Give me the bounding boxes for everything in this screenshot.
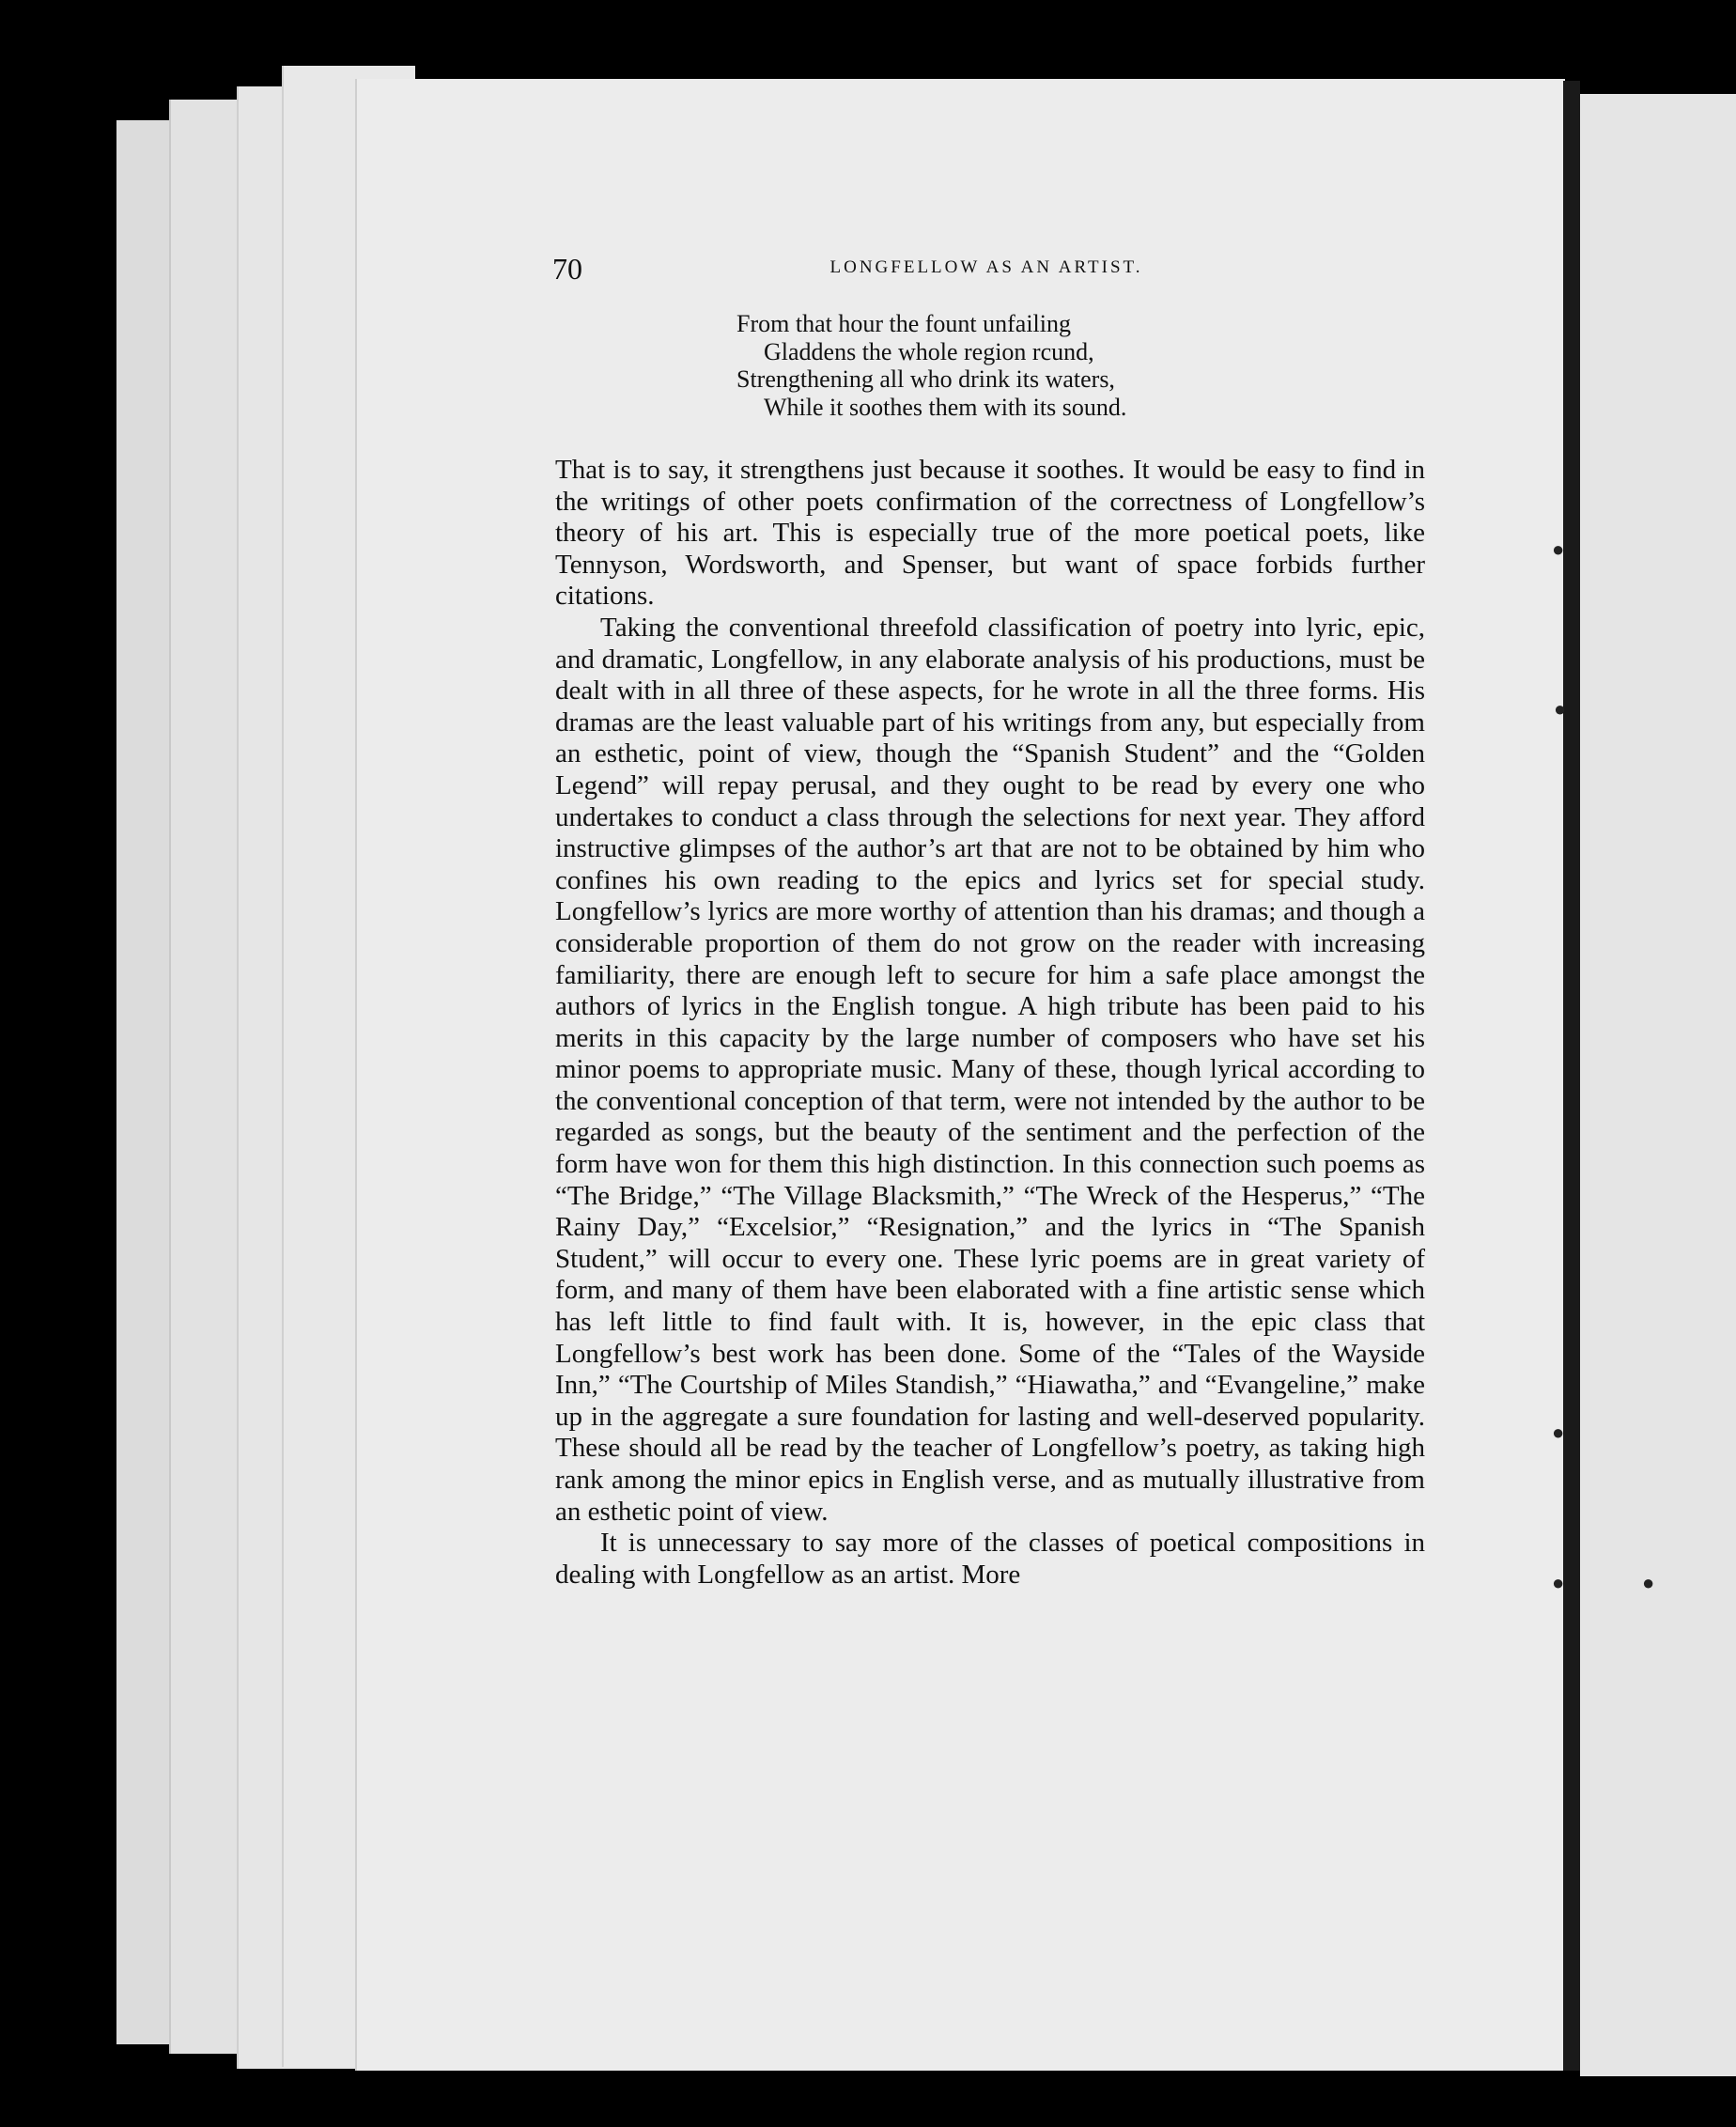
- paragraph: That is to say, it strengthens just because it soothes. It would be easy to find in the writings of other poets confirmation of the correctness of Longfellow’s theory of his art. This is especially true of the more poetical poets, like Tennyson, Wordsworth, and Spenser, but want of space forbids further citations.: [555, 455, 1425, 612]
- binding-stitch-mark: ●: [1642, 1571, 1655, 1594]
- binding-stitch-mark: ●: [1554, 697, 1567, 721]
- paragraph: Taking the conventional threefold classification of poetry into lyric, epic, and dramatic, Longfellow, in any elaborate analysis of his productions, must be dealt with in all three of these aspects, for he wrote in all the three forms. His dramas are the least valuable part of his writings from any, but especially from an esthetic, point of view, though the “Spanish Student” and the “Golden Legend” will repay perusal, and they ought to be read by every one who undertakes to conduct a class through the selections for next year. They afford instructive glimpses of the author’s art that are not to be obtained by him who confines his own reading to the epics and lyrics set for special study. Longfellow’s lyrics are more worthy of attention than his dramas; and though a considerable proportion of them do not grow on the reader with increasing familiarity, there are enough left to secure for him a safe place amongst the authors of lyrics in the English tongue. A high tribute has been paid to his merits in this capacity by the large number of composers who have set his minor poems to appropriate music. Many of these, though lyrical according to the conventional conception of that term, were not intended by the author to be regarded as songs, but the beauty of the sentiment and the perfection of the form have won for them this high distinction. In this connection such poems as “The Bridge,” “The Village Blacksmith,” “The Wreck of the Hesperus,” “The Rainy Day,” “Excelsior,” “Resignation,” and the lyrics in “The Spanish Student,” will occur to every one. These lyric poems are in great variety of form, and many of them have been elaborated with a fine artistic sense which has left little to find fault with. It is, however, in the epic class that Longfellow’s best work has been done. Some of the “Tales of the Wayside Inn,” “The Courtship of Miles Standish,” “Hiawatha,” and “Evangeline,” make up in the aggregate a sure foundation for lasting and well-deserved popularity. These should all be read by the teacher of Longfellow’s poetry, as taking high rank among the minor epics in English verse, and as mutually illustrative from an esthetic point of view.: [555, 612, 1425, 1527]
- binding-stitch-mark: ●: [1552, 1571, 1565, 1594]
- poem-line: Strengthening all who drink its waters,: [736, 365, 1115, 393]
- page-header: [552, 252, 1420, 289]
- binding-stitch-mark: ●: [1552, 1421, 1565, 1444]
- binding-gutter: [1563, 81, 1580, 2071]
- running-title: LONGFELLOW AS AN ARTIST.: [829, 257, 1143, 277]
- poem-line: Gladdens the whole region rcund,: [764, 337, 1094, 365]
- facing-page-edge: [1580, 94, 1736, 2076]
- page-number: 70: [552, 252, 582, 286]
- binding-stitch-mark: ●: [1552, 537, 1565, 561]
- body-text: [555, 455, 1425, 1591]
- poem-line: From that hour the fount unfailing: [736, 310, 1072, 337]
- poem-quote: [736, 310, 1126, 421]
- paragraph: It is unnecessary to say more of the classes of poetical compositions in dealing with Longfellow as an artist. More: [555, 1528, 1425, 1590]
- poem-line: While it soothes them with its sound.: [764, 393, 1127, 421]
